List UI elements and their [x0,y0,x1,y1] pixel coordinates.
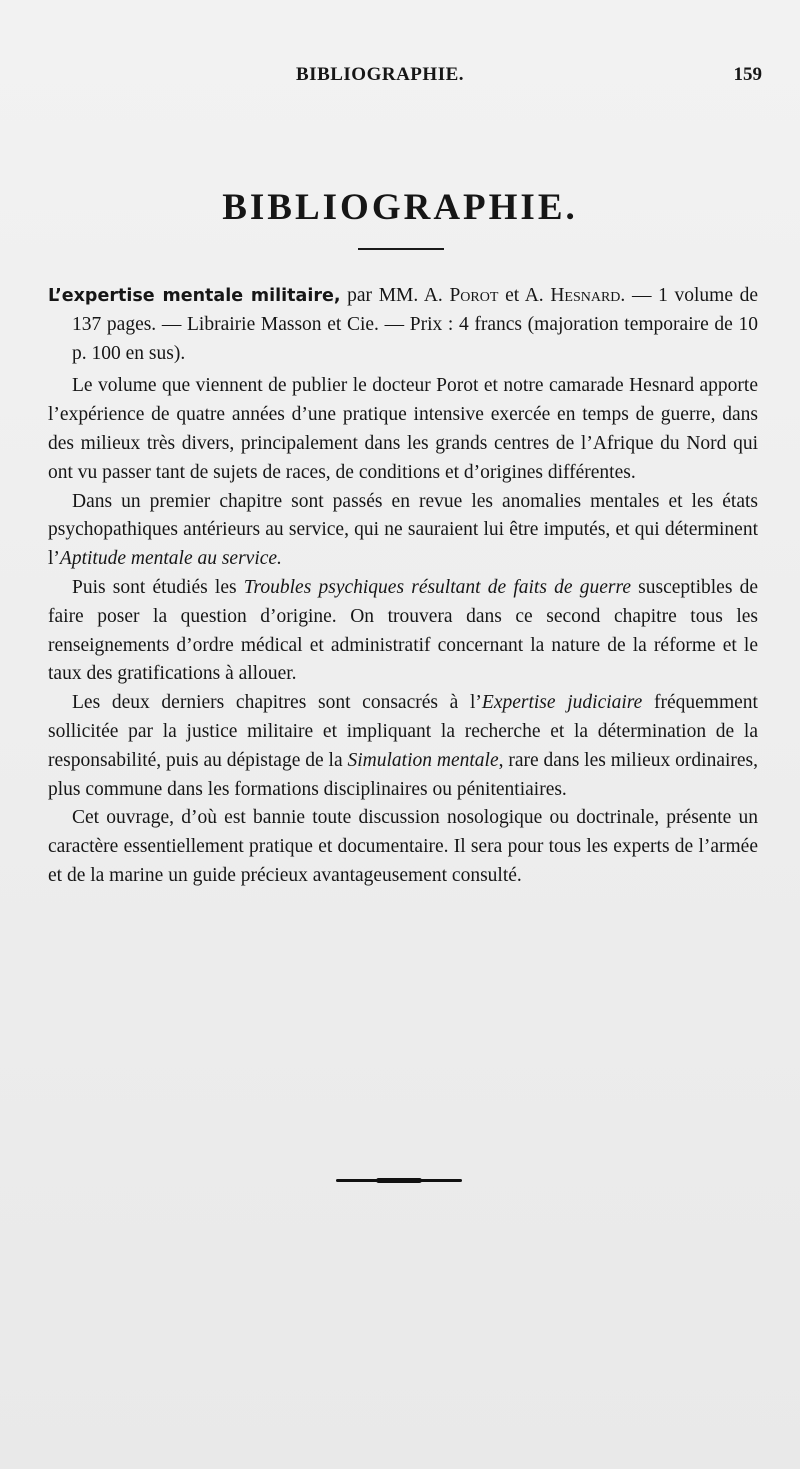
entry-author-1: Porot [449,285,499,306]
paragraph-4-text-b: fréquemment sollicitée par la justice militaire et impliquant la recherche et la détermination de la responsabilité, puis au dépistage de la [48,692,758,771]
paragraph-4-emphasis-1: Expertise judiciaire [481,692,643,714]
entry-details: — 1 volume de 137 pages. — Librairie Masson et Cie. — Prix : 4 francs (majoration temporaire de 10 p. 100 en sus). [72,285,759,364]
paragraph-3-text-b: susceptibles de faire poser la question d’origine. On trouvera dans ce second chapitre tous les renseignements d’ordre médical et administratif concernant la nature de la réforme et le taux des gratifications à allouer. [48,576,758,685]
entry-by: par MM. A. [347,285,443,306]
paragraph-4-text-a: Les deux derniers chapitres sont consacrés à l’ [72,692,482,714]
paragraph-3-text-a: Puis sont étudiés les [72,576,244,598]
paragraph-4-text-c: , rare dans les milieux ordinaires, plus commune dans les formations disciplinaires ou pénitentiaires. [48,749,759,800]
title-rule [358,248,444,250]
paragraph-3 [48,574,758,689]
bibliographic-entry [48,282,758,368]
running-head [0,64,800,94]
paragraph-1: Le volume que viennent de publier le docteur Porot et notre camarade Hesnard apporte l’expérience de quatre années d’une pratique intensive exercée en temps de guerre, dans des milieux très divers, principalement dans les grands centres de l’Afrique du Nord qui ont vu passer tant de sujets de races, de conditions et d’origines différentes. [48,375,758,483]
paragraph-5: Cet ouvrage, d’où est bannie toute discussion nosologique ou doctrinale, présente un caractère essentiellement pratique et documentaire. Il sera pour tous les experts de l’armée et de la marine un guide précieux avantageusement consulté. [48,807,758,886]
entry-and: et A. [505,285,544,306]
section-title: BIBLIOGRAPHIE. [222,187,578,228]
paragraph-2-text: Dans un premier chapitre sont passés en revue les anomalies mentales et les états psychopathiques antérieurs au service, qui ne sauraient lui être imputés, et qui déterminent l’ [48,490,758,570]
closing-rule [336,1179,462,1182]
body-text [48,282,758,891]
paragraph-2-emphasis: Aptitude mentale au service. [59,548,282,570]
paragraph-4-emphasis-2: Simulation mentale [347,749,499,771]
entry-author-2: Hesnard. [550,285,626,306]
paragraph-4 [48,689,758,804]
entry-title: L’expertise mentale militaire, [48,286,341,306]
paragraph-3-emphasis: Troubles psychiques résultant de faits de guerre [243,576,631,598]
paragraph-2 [48,488,758,574]
running-title: BIBLIOGRAPHIE. [296,64,465,85]
page-number: 159 [733,64,762,85]
